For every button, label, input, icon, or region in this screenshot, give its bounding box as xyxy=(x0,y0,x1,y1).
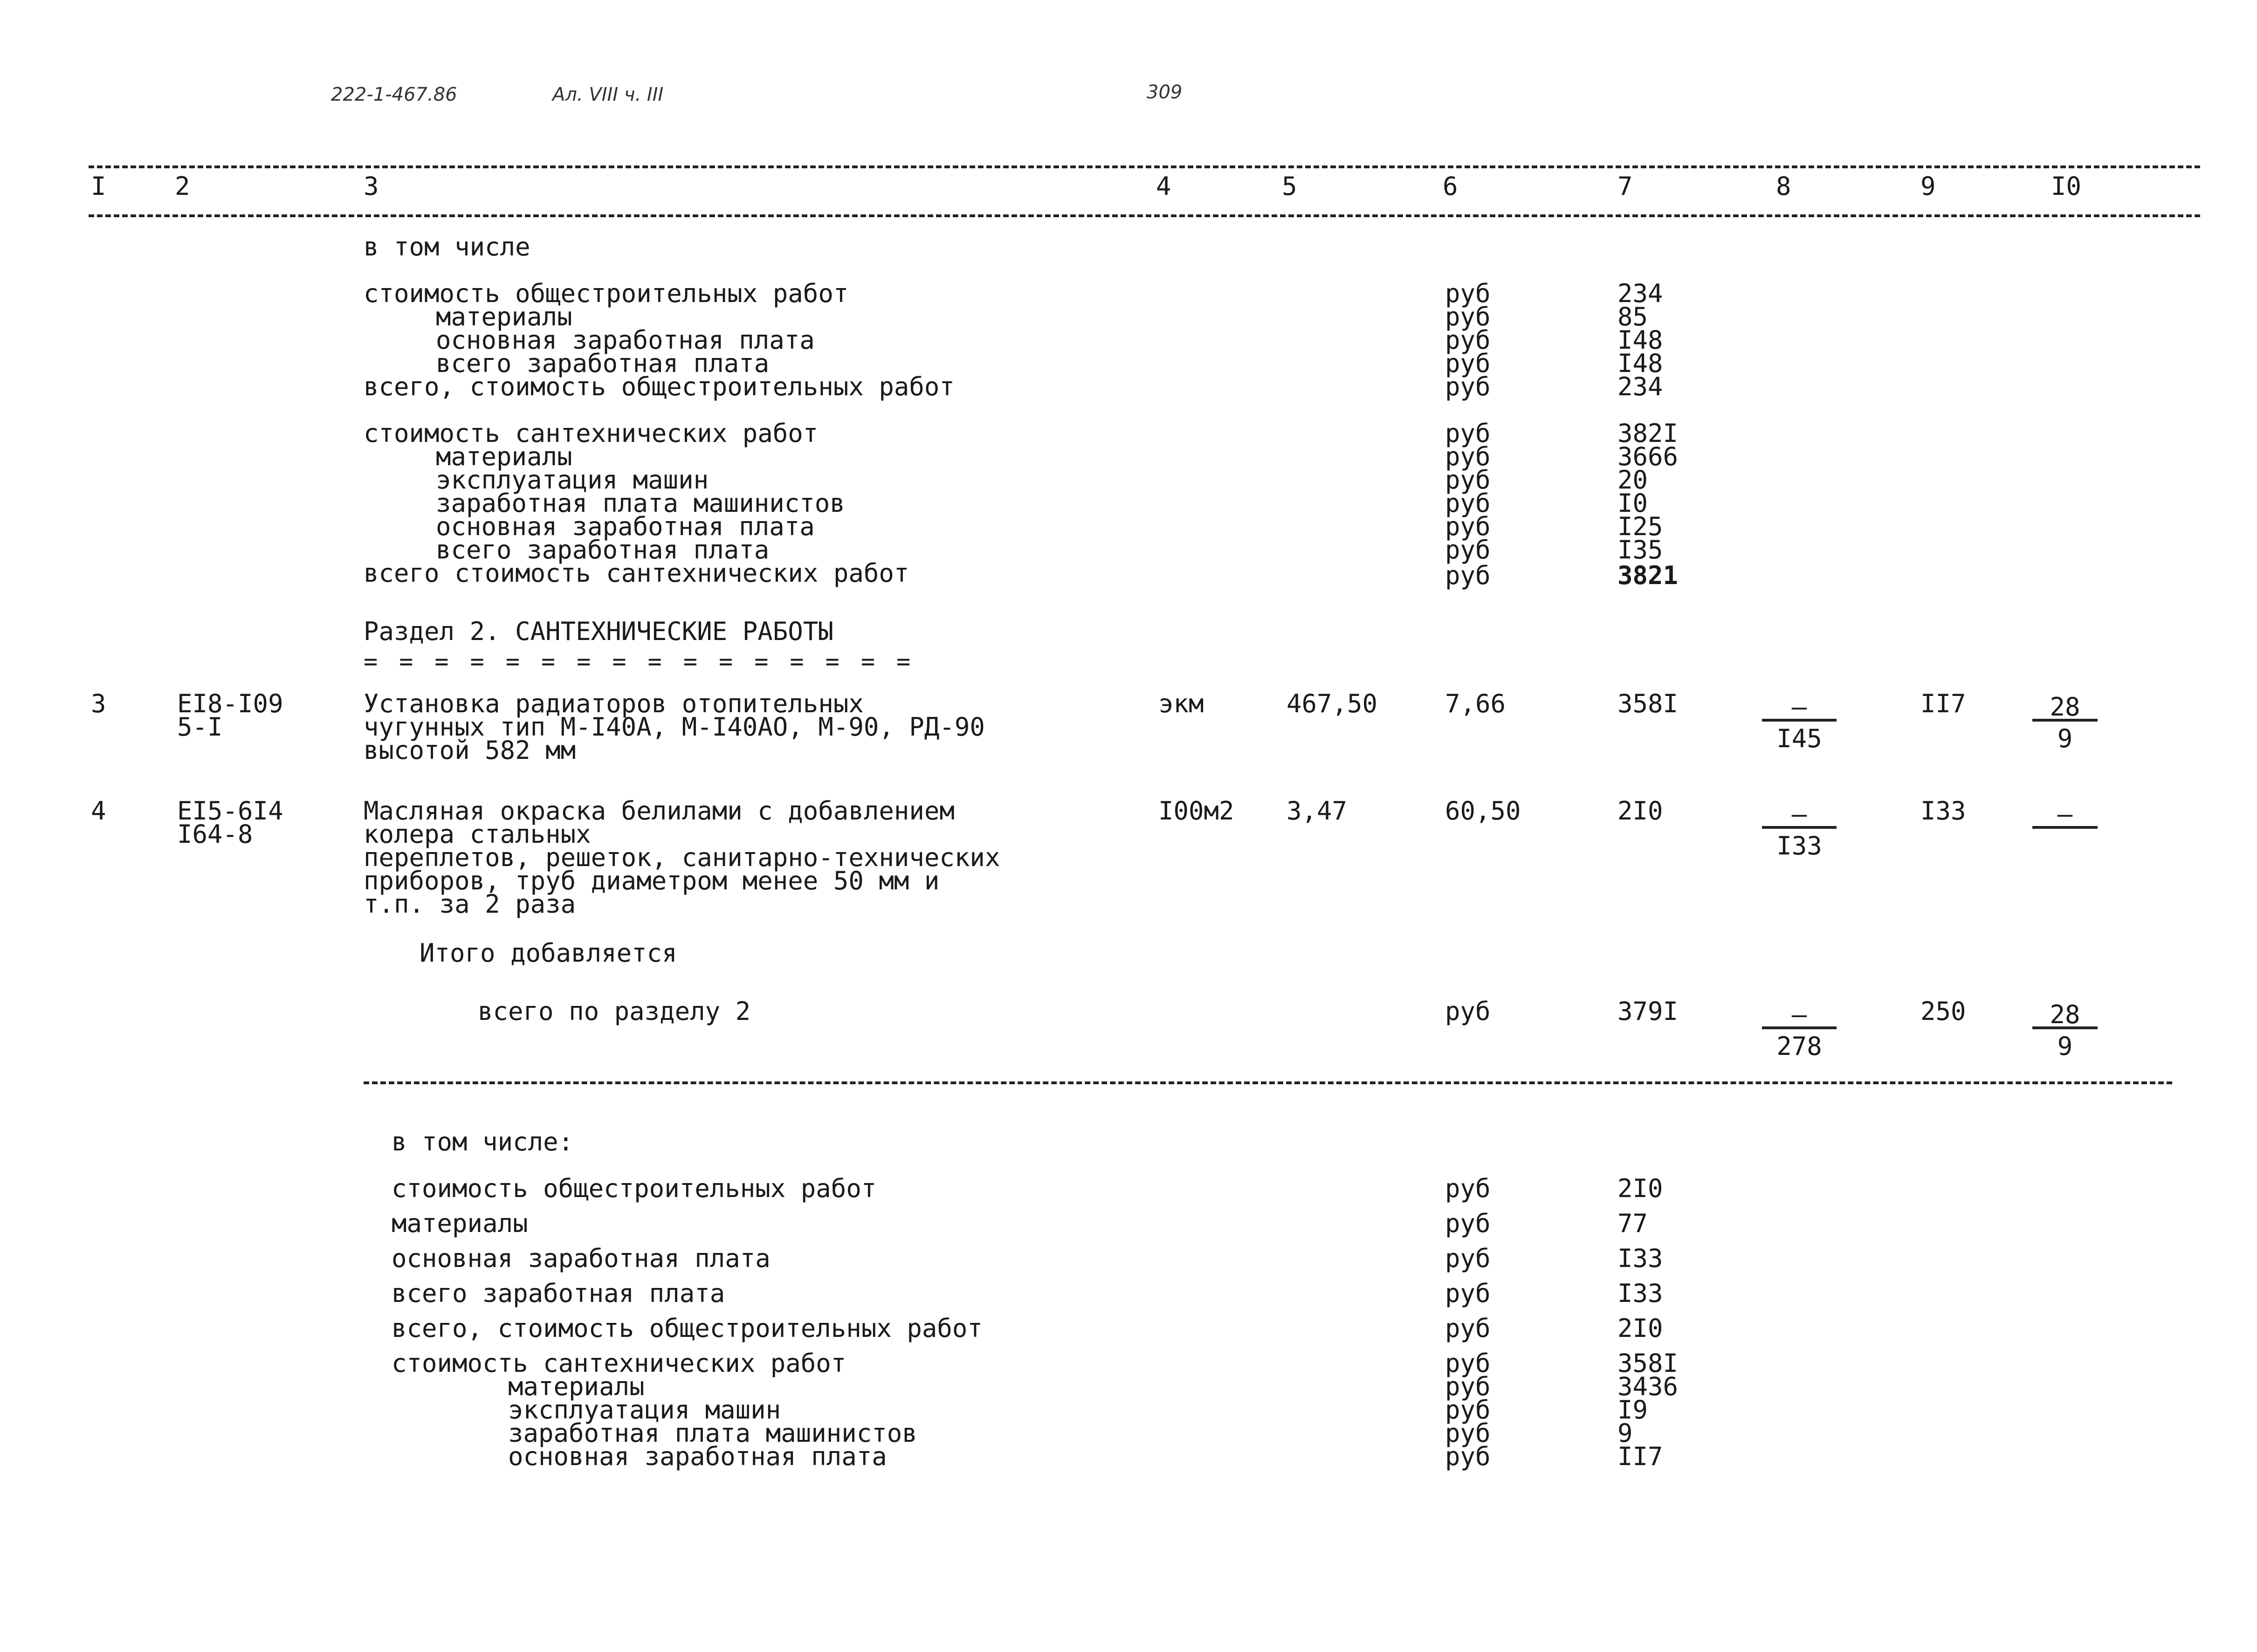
fraction-top: 28 xyxy=(2032,1002,2098,1029)
list-item-name: всего заработная плата xyxy=(436,535,770,564)
list-item-value: I9 xyxy=(1617,1395,1648,1425)
item-total: 358I xyxy=(1617,689,1679,718)
item-number: 4 xyxy=(91,796,106,826)
section-total-col8-fraction xyxy=(1762,1002,1837,1059)
column-header: 7 xyxy=(1617,172,1633,201)
column-header: 3 xyxy=(364,172,379,201)
section-total-col10-fraction xyxy=(2032,1002,2098,1059)
list-item-value: I33 xyxy=(1617,1279,1663,1308)
list-item-unit: руб xyxy=(1445,1418,1491,1448)
column-header: 6 xyxy=(1443,172,1458,201)
document-code: 222-1-467.86 xyxy=(331,84,457,105)
list-item-value: 20 xyxy=(1617,465,1648,495)
list-item-unit: руб xyxy=(1445,325,1491,355)
list-item-unit: руб xyxy=(1445,535,1491,564)
list-item-value: I0 xyxy=(1617,489,1648,518)
list-item-unit: руб xyxy=(1445,442,1491,471)
list-item-name: материалы xyxy=(436,302,572,331)
column-header: I0 xyxy=(2051,172,2082,201)
item-price: 60,50 xyxy=(1445,796,1521,826)
list-item-name: материалы xyxy=(392,1209,528,1238)
list-item-name: всего, стоимость общестроительных работ xyxy=(364,372,955,401)
column-header: 4 xyxy=(1156,172,1171,201)
list-item-value: 234 xyxy=(1617,372,1663,401)
list-item-value: 382I xyxy=(1617,419,1679,448)
top-block-label: в том числе xyxy=(364,232,530,262)
list-item-unit: руб xyxy=(1445,1244,1491,1273)
item-code: I64-8 xyxy=(177,819,253,849)
item-col9: I33 xyxy=(1920,796,1966,826)
list-item-unit: руб xyxy=(1445,1209,1491,1238)
album-reference: Ал. VIII ч. III xyxy=(552,84,664,105)
list-item-value: 3436 xyxy=(1617,1372,1679,1401)
section-total-col9: 250 xyxy=(1920,997,1966,1026)
list-item-name: основная заработная плата xyxy=(508,1442,887,1471)
column-header: 9 xyxy=(1920,172,1936,201)
list-item-name: эксплуатация машин xyxy=(436,465,709,495)
list-item-unit: руб xyxy=(1445,1395,1491,1425)
column-header: I xyxy=(91,172,106,201)
list-item-name: основная заработная плата xyxy=(436,512,815,541)
list-item-name: всего заработная плата xyxy=(436,349,770,378)
item-description: высотой 582 мм xyxy=(364,736,576,765)
fraction-top: 28 xyxy=(2032,695,2098,722)
column-header: 2 xyxy=(175,172,190,201)
list-item-name: стоимость общестроительных работ xyxy=(364,279,849,308)
section-total-label: всего по разделу 2 xyxy=(478,997,751,1026)
list-item-unit: руб xyxy=(1445,279,1491,308)
item-description: переплетов, решеток, санитарно-технических xyxy=(364,843,1000,872)
list-item-unit: руб xyxy=(1445,1372,1491,1401)
item-code: EI8-I09 xyxy=(177,689,283,718)
list-item-name: стоимость общестроительных работ xyxy=(392,1174,877,1203)
item-description: т.п. за 2 раза xyxy=(364,889,576,919)
list-item-value: I33 xyxy=(1617,1244,1663,1273)
list-item-value: I48 xyxy=(1617,325,1663,355)
fraction-top: – xyxy=(1762,802,1837,829)
list-item-name: основная заработная плата xyxy=(436,325,815,355)
item-code: EI5-6I4 xyxy=(177,796,283,826)
item-col8-fraction xyxy=(1762,799,1837,860)
list-item-name: материалы xyxy=(436,442,572,471)
item-total: 2I0 xyxy=(1617,796,1663,826)
fraction-top: – xyxy=(1762,1002,1837,1029)
section-title: Раздел 2. САНТЕХНИЧЕСКИЕ РАБОТЫ xyxy=(364,617,833,646)
item-col8-fraction xyxy=(1762,692,1837,753)
header-top-rule xyxy=(89,165,2200,168)
section-title-underline: = = = = = = = = = = = = = = = = xyxy=(364,648,915,675)
list-item-name: заработная плата машинистов xyxy=(436,489,845,518)
item-col10-fraction xyxy=(2032,799,2098,833)
item-unit: экм xyxy=(1158,689,1204,718)
list-item-value: 234 xyxy=(1617,279,1663,308)
item-unit: I00м2 xyxy=(1158,796,1234,826)
fraction-bottom: 278 xyxy=(1776,1032,1822,1061)
list-item-unit: руб xyxy=(1445,512,1491,541)
item-price: 7,66 xyxy=(1445,689,1506,718)
list-item-unit: руб xyxy=(1445,561,1491,590)
item-col9: II7 xyxy=(1920,689,1966,718)
fraction-bottom: 9 xyxy=(2057,1032,2073,1061)
fraction-top: – xyxy=(1762,695,1837,722)
section-total-value: 379I xyxy=(1617,997,1679,1026)
list-item-unit: руб xyxy=(1445,465,1491,495)
list-item-name: материалы xyxy=(508,1372,645,1401)
list-item-value: 9 xyxy=(1617,1418,1633,1448)
list-item-unit: руб xyxy=(1445,1314,1491,1343)
item-quantity: 467,50 xyxy=(1287,689,1378,718)
list-item-unit: руб xyxy=(1445,1442,1491,1471)
list-item-unit: руб xyxy=(1445,1279,1491,1308)
item-description: Масляная окраска белилами с добавлением xyxy=(364,796,955,826)
item-col10-fraction xyxy=(2032,692,2098,753)
item-code: 5-I xyxy=(177,712,223,742)
list-item-unit: руб xyxy=(1445,1174,1491,1203)
list-item-name: всего стоимость сантехнических работ xyxy=(364,558,909,588)
list-item-unit: руб xyxy=(1445,349,1491,378)
list-item-value: I35 xyxy=(1617,535,1663,564)
bottom-block-label: в том числе: xyxy=(392,1127,574,1156)
item-number: 3 xyxy=(91,689,106,718)
fraction-bottom: I33 xyxy=(1776,831,1822,860)
item-quantity: 3,47 xyxy=(1287,796,1348,826)
fraction-bottom: I45 xyxy=(1776,724,1822,753)
list-item-value: I48 xyxy=(1617,349,1663,378)
fraction-top: – xyxy=(2032,802,2098,829)
column-header: 8 xyxy=(1776,172,1791,201)
column-header: 5 xyxy=(1282,172,1297,201)
list-item-value: 3666 xyxy=(1617,442,1679,471)
item-description: приборов, труб диаметром менее 50 мм и xyxy=(364,866,940,895)
list-item-unit: руб xyxy=(1445,1349,1491,1378)
list-item-value: 77 xyxy=(1617,1209,1648,1238)
list-item-name: основная заработная плата xyxy=(392,1244,771,1273)
list-item-value: II7 xyxy=(1617,1442,1663,1471)
list-item-unit: руб xyxy=(1445,419,1491,448)
item-description: чугунных тип М-I40А, М-I40АО, М-90, РД-90 xyxy=(364,712,985,742)
list-item-unit: руб xyxy=(1445,489,1491,518)
list-item-value: I25 xyxy=(1617,512,1663,541)
item-description: колера стальных xyxy=(364,819,591,849)
added-total-label: Итого добавляется xyxy=(420,938,677,968)
item-description: Установка радиаторов отопительных xyxy=(364,689,864,718)
section-total-unit: руб xyxy=(1445,997,1491,1026)
list-item-name: стоимость сантехнических работ xyxy=(364,419,819,448)
list-item-value: 3821 xyxy=(1617,561,1679,590)
header-bottom-rule xyxy=(89,214,2200,217)
list-item-unit: руб xyxy=(1445,372,1491,401)
fraction-bottom: 9 xyxy=(2057,724,2073,753)
list-item-name: всего заработная плата xyxy=(392,1279,725,1308)
page-number: 309 xyxy=(1147,82,1183,103)
list-item-name: всего, стоимость общестроительных работ xyxy=(392,1314,983,1343)
list-item-name: заработная плата машинистов xyxy=(508,1418,917,1448)
list-item-unit: руб xyxy=(1445,302,1491,331)
list-item-value: 85 xyxy=(1617,302,1648,331)
list-item-name: стоимость сантехнических работ xyxy=(392,1349,846,1378)
section-end-rule xyxy=(364,1081,2172,1084)
list-item-name: эксплуатация машин xyxy=(508,1395,781,1425)
list-item-value: 2I0 xyxy=(1617,1174,1663,1203)
list-item-value: 2I0 xyxy=(1617,1314,1663,1343)
list-item-value: 358I xyxy=(1617,1349,1679,1378)
